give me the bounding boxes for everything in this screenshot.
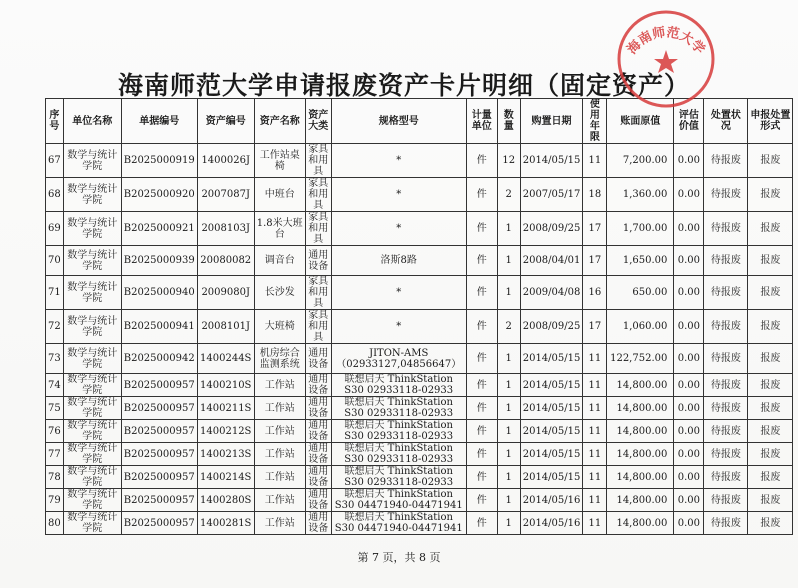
header-cell: 资产大类 bbox=[305, 99, 331, 144]
model-spec-cell: 联想启天 ThinkStation S30 02933118-02933 bbox=[331, 443, 466, 466]
disposal-form-cell: 报废 bbox=[748, 397, 793, 420]
disposal-status-cell: 待报废 bbox=[704, 344, 748, 374]
disposal-status-cell: 待报废 bbox=[704, 246, 748, 276]
table-row bbox=[46, 246, 793, 276]
unit-of-measure-cell: 件 bbox=[466, 443, 497, 466]
asset-name-cell: 中班台 bbox=[254, 178, 305, 212]
unit-of-measure-cell: 件 bbox=[466, 212, 497, 246]
row-index-cell: 71 bbox=[46, 276, 64, 310]
row-index-cell: 77 bbox=[46, 443, 64, 466]
appraised-value-cell: 0.00 bbox=[674, 489, 704, 512]
disposal-status-cell: 待报废 bbox=[704, 212, 748, 246]
header-cell: 单位名称 bbox=[63, 99, 121, 144]
quantity-cell: 1 bbox=[497, 397, 520, 420]
header-cell: 序号 bbox=[46, 99, 64, 144]
appraised-value-cell: 0.00 bbox=[674, 420, 704, 443]
model-spec-cell: 联想启天 ThinkStation S30 02933118-02933 bbox=[331, 466, 466, 489]
asset-category-cell: 家具和用具 bbox=[305, 144, 331, 178]
header-cell: 数量 bbox=[497, 99, 520, 144]
header-cell: 资产编号 bbox=[197, 99, 254, 144]
asset-number-cell: 2008101J bbox=[197, 310, 254, 344]
appraised-value-cell: 0.00 bbox=[674, 344, 704, 374]
book-value-cell: 14,800.00 bbox=[607, 512, 674, 535]
asset-category-cell: 家具和用具 bbox=[305, 178, 331, 212]
model-spec-cell: 联想启天 ThinkStation S30 04471940-04471941 bbox=[331, 512, 466, 535]
model-spec-cell: * bbox=[331, 144, 466, 178]
header-cell: 规格型号 bbox=[331, 99, 466, 144]
years-used-cell: 18 bbox=[583, 178, 607, 212]
quantity-cell: 1 bbox=[497, 420, 520, 443]
years-used-cell: 11 bbox=[583, 466, 607, 489]
unit-of-measure-cell: 件 bbox=[466, 420, 497, 443]
purchase-date-cell: 2009/04/08 bbox=[520, 276, 583, 310]
unit-of-measure-cell: 件 bbox=[466, 344, 497, 374]
appraised-value-cell: 0.00 bbox=[674, 144, 704, 178]
asset-category-cell: 通用设备 bbox=[305, 246, 331, 276]
row-index-cell: 75 bbox=[46, 397, 64, 420]
row-index-cell: 79 bbox=[46, 489, 64, 512]
unit-name-cell: 数学与统计学院 bbox=[63, 466, 121, 489]
row-index-cell: 76 bbox=[46, 420, 64, 443]
asset-name-cell: 机房综合监测系统 bbox=[254, 344, 305, 374]
quantity-cell: 1 bbox=[497, 466, 520, 489]
quantity-cell: 12 bbox=[497, 144, 520, 178]
book-value-cell: 14,800.00 bbox=[607, 397, 674, 420]
unit-name-cell: 数学与统计学院 bbox=[63, 144, 121, 178]
purchase-date-cell: 2008/04/01 bbox=[520, 246, 583, 276]
model-spec-cell: * bbox=[331, 310, 466, 344]
document-number-cell: B2025000920 bbox=[121, 178, 197, 212]
row-index-cell: 74 bbox=[46, 374, 64, 397]
quantity-cell: 1 bbox=[497, 443, 520, 466]
unit-of-measure-cell: 件 bbox=[466, 178, 497, 212]
purchase-date-cell: 2014/05/15 bbox=[520, 397, 583, 420]
asset-category-cell: 家具和用具 bbox=[305, 276, 331, 310]
page-number: 第 7 页，共 8 页 bbox=[357, 551, 441, 564]
purchase-date-cell: 2014/05/15 bbox=[520, 374, 583, 397]
table-row bbox=[46, 443, 793, 466]
book-value-cell: 14,800.00 bbox=[607, 374, 674, 397]
document-number-cell: B2025000957 bbox=[121, 397, 197, 420]
header-cell: 使用年限 bbox=[583, 99, 607, 144]
years-used-cell: 11 bbox=[583, 443, 607, 466]
disposal-form-cell: 报废 bbox=[748, 276, 793, 310]
unit-of-measure-cell: 件 bbox=[466, 512, 497, 535]
asset-number-cell: 1400281S bbox=[197, 512, 254, 535]
appraised-value-cell: 0.00 bbox=[674, 397, 704, 420]
appraised-value-cell: 0.00 bbox=[674, 512, 704, 535]
appraised-value-cell: 0.00 bbox=[674, 374, 704, 397]
years-used-cell: 11 bbox=[583, 344, 607, 374]
table-row bbox=[46, 397, 793, 420]
book-value-cell: 1,650.00 bbox=[607, 246, 674, 276]
asset-name-cell: 工作站 bbox=[254, 512, 305, 535]
quantity-cell: 1 bbox=[497, 512, 520, 535]
asset-number-cell: 1400211S bbox=[197, 397, 254, 420]
disposal-status-cell: 待报废 bbox=[704, 276, 748, 310]
years-used-cell: 11 bbox=[583, 489, 607, 512]
disposal-form-cell: 报废 bbox=[748, 443, 793, 466]
purchase-date-cell: 2007/05/17 bbox=[520, 178, 583, 212]
disposal-form-cell: 报废 bbox=[748, 144, 793, 178]
document-number-cell: B2025000940 bbox=[121, 276, 197, 310]
unit-name-cell: 数学与统计学院 bbox=[63, 397, 121, 420]
disposal-status-cell: 待报废 bbox=[704, 420, 748, 443]
row-index-cell: 70 bbox=[46, 246, 64, 276]
years-used-cell: 11 bbox=[583, 374, 607, 397]
model-spec-cell: 联想启天 ThinkStation S30 04471940-04471941 bbox=[331, 489, 466, 512]
unit-of-measure-cell: 件 bbox=[466, 246, 497, 276]
book-value-cell: 650.00 bbox=[607, 276, 674, 310]
asset-category-cell: 家具和用具 bbox=[305, 212, 331, 246]
disposal-status-cell: 待报废 bbox=[704, 512, 748, 535]
disposal-status-cell: 待报废 bbox=[704, 144, 748, 178]
appraised-value-cell: 0.00 bbox=[674, 443, 704, 466]
disposal-form-cell: 报废 bbox=[748, 466, 793, 489]
disposal-status-cell: 待报废 bbox=[704, 466, 748, 489]
asset-name-cell: 工作站 bbox=[254, 397, 305, 420]
purchase-date-cell: 2014/05/15 bbox=[520, 144, 583, 178]
unit-name-cell: 数学与统计学院 bbox=[63, 374, 121, 397]
appraised-value-cell: 0.00 bbox=[674, 276, 704, 310]
table-row bbox=[46, 420, 793, 443]
appraised-value-cell: 0.00 bbox=[674, 246, 704, 276]
table-row bbox=[46, 344, 793, 374]
purchase-date-cell: 2014/05/15 bbox=[520, 344, 583, 374]
table-row bbox=[46, 212, 793, 246]
disposal-form-cell: 报废 bbox=[748, 374, 793, 397]
quantity-cell: 1 bbox=[497, 276, 520, 310]
asset-category-cell: 通用设备 bbox=[305, 420, 331, 443]
asset-number-cell: 2009080J bbox=[197, 276, 254, 310]
book-value-cell: 7,200.00 bbox=[607, 144, 674, 178]
years-used-cell: 17 bbox=[583, 246, 607, 276]
unit-of-measure-cell: 件 bbox=[466, 397, 497, 420]
unit-of-measure-cell: 件 bbox=[466, 310, 497, 344]
quantity-cell: 1 bbox=[497, 344, 520, 374]
asset-name-cell: 工作站 bbox=[254, 420, 305, 443]
appraised-value-cell: 0.00 bbox=[674, 466, 704, 489]
years-used-cell: 11 bbox=[583, 420, 607, 443]
model-spec-cell: 联想启天 ThinkStation S30 02933118-02933 bbox=[331, 397, 466, 420]
years-used-cell: 17 bbox=[583, 310, 607, 344]
asset-number-cell: 2007087J bbox=[197, 178, 254, 212]
purchase-date-cell: 2014/05/15 bbox=[520, 443, 583, 466]
table-row bbox=[46, 374, 793, 397]
book-value-cell: 14,800.00 bbox=[607, 420, 674, 443]
asset-number-cell: 1400280S bbox=[197, 489, 254, 512]
asset-category-cell: 通用设备 bbox=[305, 443, 331, 466]
unit-name-cell: 数学与统计学院 bbox=[63, 489, 121, 512]
header-cell: 购置日期 bbox=[520, 99, 583, 144]
document-number-cell: B2025000957 bbox=[121, 466, 197, 489]
asset-category-cell: 通用设备 bbox=[305, 397, 331, 420]
appraised-value-cell: 0.00 bbox=[674, 178, 704, 212]
unit-of-measure-cell: 件 bbox=[466, 374, 497, 397]
row-index-cell: 78 bbox=[46, 466, 64, 489]
unit-of-measure-cell: 件 bbox=[466, 489, 497, 512]
row-index-cell: 80 bbox=[46, 512, 64, 535]
header-cell: 申报处置形式 bbox=[748, 99, 793, 144]
quantity-cell: 2 bbox=[497, 178, 520, 212]
unit-name-cell: 数学与统计学院 bbox=[63, 512, 121, 535]
asset-name-cell: 工作站桌椅 bbox=[254, 144, 305, 178]
quantity-cell: 1 bbox=[497, 489, 520, 512]
asset-number-cell: 1400212S bbox=[197, 420, 254, 443]
asset-category-cell: 通用设备 bbox=[305, 512, 331, 535]
model-spec-cell: JITON-AMS（02933127,04856647） bbox=[331, 344, 466, 374]
years-used-cell: 11 bbox=[583, 512, 607, 535]
purchase-date-cell: 2014/05/16 bbox=[520, 512, 583, 535]
asset-name-cell: 长沙发 bbox=[254, 276, 305, 310]
unit-name-cell: 数学与统计学院 bbox=[63, 276, 121, 310]
table-row bbox=[46, 310, 793, 344]
disposal-status-cell: 待报废 bbox=[704, 374, 748, 397]
book-value-cell: 1,700.00 bbox=[607, 212, 674, 246]
table-row bbox=[46, 466, 793, 489]
unit-name-cell: 数学与统计学院 bbox=[63, 443, 121, 466]
document-number-cell: B2025000941 bbox=[121, 310, 197, 344]
row-index-cell: 72 bbox=[46, 310, 64, 344]
document-number-cell: B2025000942 bbox=[121, 344, 197, 374]
unit-of-measure-cell: 件 bbox=[466, 466, 497, 489]
table-row bbox=[46, 276, 793, 310]
asset-number-cell: 1400244S bbox=[197, 344, 254, 374]
years-used-cell: 16 bbox=[583, 276, 607, 310]
unit-name-cell: 数学与统计学院 bbox=[63, 212, 121, 246]
unit-of-measure-cell: 件 bbox=[466, 144, 497, 178]
unit-name-cell: 数学与统计学院 bbox=[63, 246, 121, 276]
quantity-cell: 1 bbox=[497, 374, 520, 397]
model-spec-cell: * bbox=[331, 276, 466, 310]
row-index-cell: 67 bbox=[46, 144, 64, 178]
asset-category-cell: 家具和用具 bbox=[305, 310, 331, 344]
asset-category-cell: 通用设备 bbox=[305, 374, 331, 397]
asset-number-cell: 1400214S bbox=[197, 466, 254, 489]
years-used-cell: 11 bbox=[583, 144, 607, 178]
unit-of-measure-cell: 件 bbox=[466, 276, 497, 310]
disposal-status-cell: 待报废 bbox=[704, 310, 748, 344]
header-cell: 计量单位 bbox=[466, 99, 497, 144]
asset-category-cell: 通用设备 bbox=[305, 489, 331, 512]
appraised-value-cell: 0.00 bbox=[674, 212, 704, 246]
purchase-date-cell: 2014/05/15 bbox=[520, 420, 583, 443]
document-number-cell: B2025000957 bbox=[121, 374, 197, 397]
purchase-date-cell: 2014/05/16 bbox=[520, 489, 583, 512]
header-cell: 账面原值 bbox=[607, 99, 674, 144]
asset-name-cell: 工作站 bbox=[254, 443, 305, 466]
book-value-cell: 14,800.00 bbox=[607, 443, 674, 466]
disposal-form-cell: 报废 bbox=[748, 178, 793, 212]
quantity-cell: 2 bbox=[497, 310, 520, 344]
years-used-cell: 17 bbox=[583, 212, 607, 246]
disposal-status-cell: 待报废 bbox=[704, 397, 748, 420]
document-number-cell: B2025000957 bbox=[121, 443, 197, 466]
asset-name-cell: 调音台 bbox=[254, 246, 305, 276]
model-spec-cell: * bbox=[331, 178, 466, 212]
header-cell: 处置状况 bbox=[704, 99, 748, 144]
header-cell: 评估价值 bbox=[674, 99, 704, 144]
purchase-date-cell: 2014/05/15 bbox=[520, 466, 583, 489]
disposal-form-cell: 报废 bbox=[748, 310, 793, 344]
asset-number-cell: 1400026J bbox=[197, 144, 254, 178]
book-value-cell: 14,800.00 bbox=[607, 466, 674, 489]
model-spec-cell: 联想启天 ThinkStation S30 02933118-02933 bbox=[331, 420, 466, 443]
purchase-date-cell: 2008/09/25 bbox=[520, 212, 583, 246]
book-value-cell: 122,752.00 bbox=[607, 344, 674, 374]
svg-text:海南师范大学: 海南师范大学 bbox=[624, 25, 708, 58]
disposal-form-cell: 报废 bbox=[748, 489, 793, 512]
years-used-cell: 11 bbox=[583, 397, 607, 420]
document-number-cell: B2025000957 bbox=[121, 489, 197, 512]
quantity-cell: 1 bbox=[497, 212, 520, 246]
disposal-form-cell: 报废 bbox=[748, 344, 793, 374]
unit-name-cell: 数学与统计学院 bbox=[63, 178, 121, 212]
asset-name-cell: 工作站 bbox=[254, 374, 305, 397]
row-index-cell: 73 bbox=[46, 344, 64, 374]
official-seal-stamp bbox=[615, 8, 717, 110]
disposal-form-cell: 报废 bbox=[748, 420, 793, 443]
table-row bbox=[46, 512, 793, 535]
asset-name-cell: 大班椅 bbox=[254, 310, 305, 344]
purchase-date-cell: 2008/09/25 bbox=[520, 310, 583, 344]
document-number-cell: B2025000921 bbox=[121, 212, 197, 246]
disposal-status-cell: 待报废 bbox=[704, 489, 748, 512]
model-spec-cell: 洛斯8路 bbox=[331, 246, 466, 276]
document-number-cell: B2025000919 bbox=[121, 144, 197, 178]
model-spec-cell: 联想启天 ThinkStation S30 02933118-02933 bbox=[331, 374, 466, 397]
model-spec-cell: * bbox=[331, 212, 466, 246]
header-cell: 资产名称 bbox=[254, 99, 305, 144]
asset-name-cell: 1.8米大班台 bbox=[254, 212, 305, 246]
asset-number-cell: 1400213S bbox=[197, 443, 254, 466]
asset-name-cell: 工作站 bbox=[254, 489, 305, 512]
disposal-status-cell: 待报废 bbox=[704, 178, 748, 212]
document-title: 海南师范大学申请报废资产卡片明细（固定资产） bbox=[118, 71, 691, 100]
table-row bbox=[46, 144, 793, 178]
asset-number-cell: 1400210S bbox=[197, 374, 254, 397]
disposal-form-cell: 报废 bbox=[748, 212, 793, 246]
document-number-cell: B2025000957 bbox=[121, 420, 197, 443]
asset-number-cell: 2008103J bbox=[197, 212, 254, 246]
asset-name-cell: 工作站 bbox=[254, 466, 305, 489]
unit-name-cell: 数学与统计学院 bbox=[63, 310, 121, 344]
asset-category-cell: 通用设备 bbox=[305, 344, 331, 374]
disposal-form-cell: 报废 bbox=[748, 246, 793, 276]
asset-number-cell: 20080082 bbox=[197, 246, 254, 276]
unit-name-cell: 数学与统计学院 bbox=[63, 420, 121, 443]
table-row bbox=[46, 178, 793, 212]
row-index-cell: 68 bbox=[46, 178, 64, 212]
asset-table bbox=[45, 98, 793, 535]
book-value-cell: 14,800.00 bbox=[607, 489, 674, 512]
document-number-cell: B2025000957 bbox=[121, 512, 197, 535]
header-cell: 单据编号 bbox=[121, 99, 197, 144]
table-row bbox=[46, 489, 793, 512]
row-index-cell: 69 bbox=[46, 212, 64, 246]
book-value-cell: 1,060.00 bbox=[607, 310, 674, 344]
quantity-cell: 1 bbox=[497, 246, 520, 276]
appraised-value-cell: 0.00 bbox=[674, 310, 704, 344]
disposal-status-cell: 待报废 bbox=[704, 443, 748, 466]
unit-name-cell: 数学与统计学院 bbox=[63, 344, 121, 374]
asset-category-cell: 通用设备 bbox=[305, 466, 331, 489]
disposal-form-cell: 报废 bbox=[748, 512, 793, 535]
document-number-cell: B2025000939 bbox=[121, 246, 197, 276]
book-value-cell: 1,360.00 bbox=[607, 178, 674, 212]
